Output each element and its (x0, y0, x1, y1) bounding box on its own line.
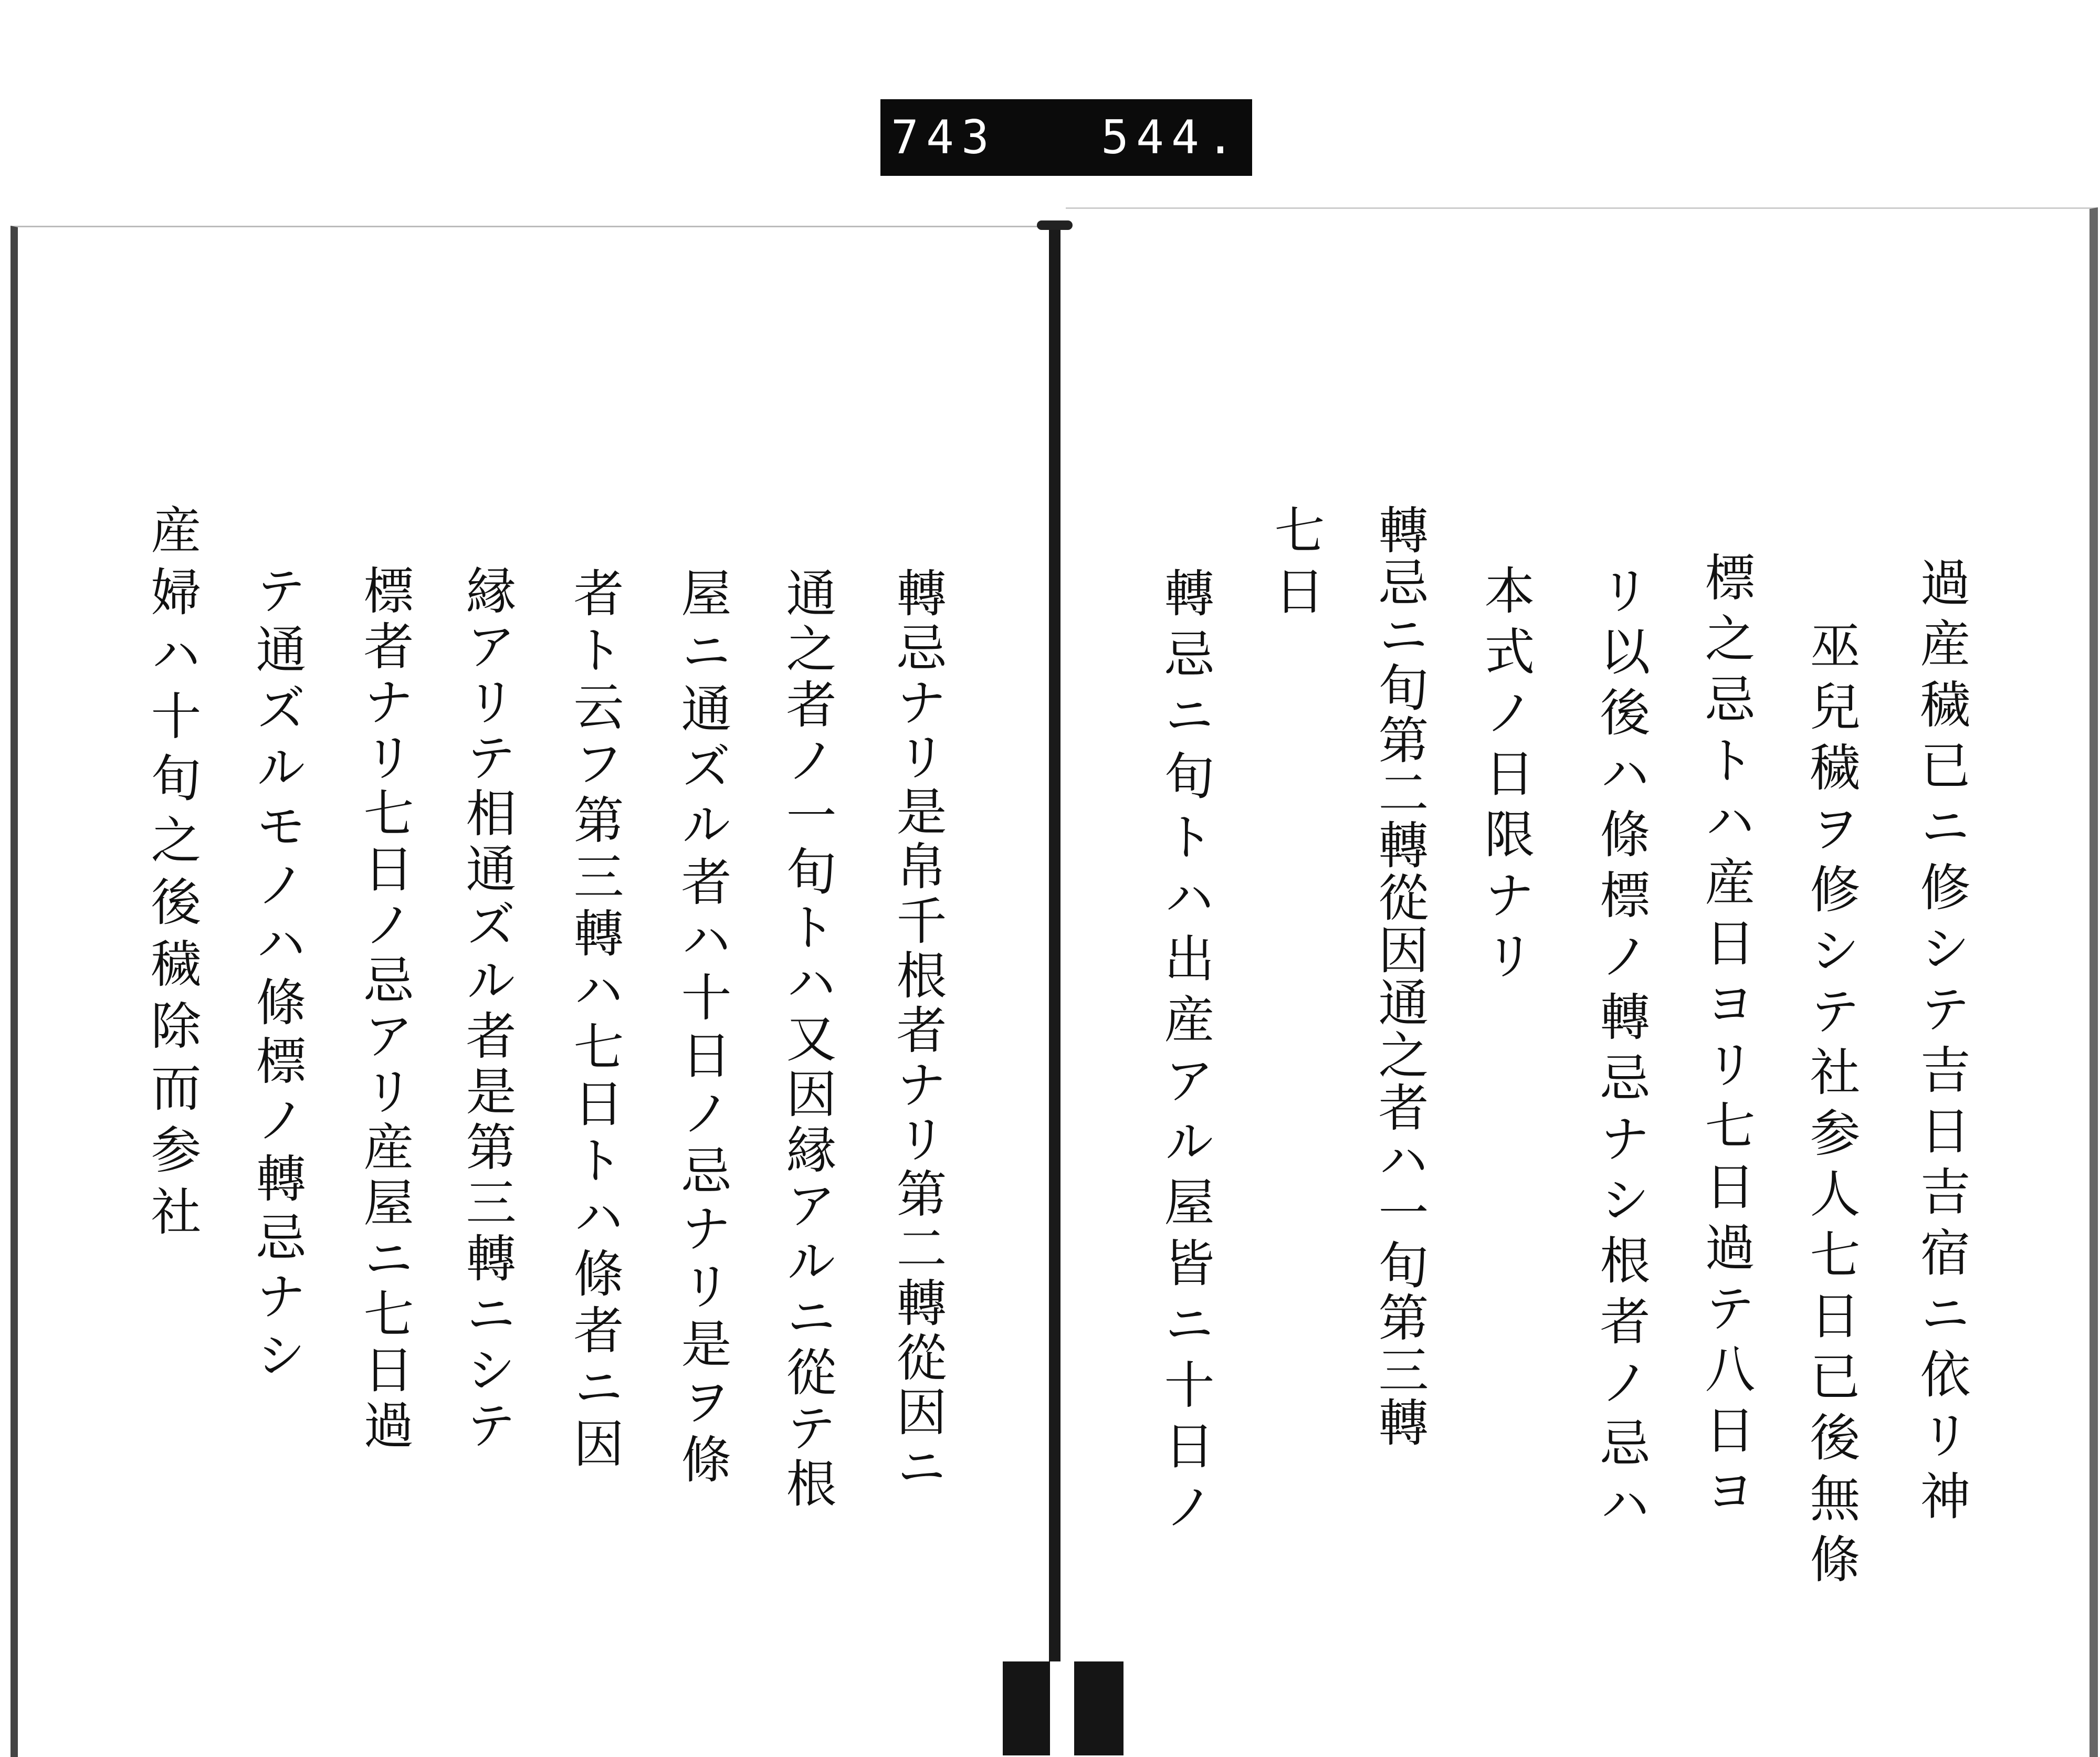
right-col-1: 過産穢已ニ修シテ吉日吉宿ニ依リ神 (1912, 556, 1971, 1531)
right-col-4: リ以後ハ條標ノ轉忌ナシ根者ノ忌ハ (1592, 564, 1651, 1539)
spine-cap (1037, 220, 1073, 230)
right-col-3: 標之忌トハ産日ヨリ七日過テ八日ヨ (1697, 551, 1756, 1525)
right-col-7: 七日 (1266, 504, 1325, 626)
right-col-5: 本式ノ日限ナリ (1476, 564, 1535, 991)
call-number-label (880, 99, 1252, 176)
left-col-3: 屋ニ通ズル者ハ十日ノ忌ナリ是ヲ條 (673, 567, 732, 1491)
left-col-5: 縁アリテ相通ズル者是第三轉ニシテ (458, 564, 517, 1455)
book-spine (1049, 226, 1060, 1755)
left-col-2: 通之者ノ一旬トハ又因縁アルニ從テ根 (778, 567, 837, 1513)
call-number-right: 544. (1101, 110, 1242, 164)
right-col-8: 轉忌ニ旬トハ出産アル屋皆ニ十日ノ (1156, 567, 1215, 1541)
call-number-left: 743 (891, 110, 996, 164)
left-col-8: 産婦ハ十旬之後穢除而参社 (143, 504, 202, 1247)
left-col-7: テ通ズルモノハ條標ノ轉忌ナシ (248, 564, 307, 1387)
left-col-6: 標者ナリ七日ノ忌アリ産屋ニ七日過 (355, 564, 414, 1455)
right-col-2: 巫兒穢ヲ修シテ社参人七日已後無條 (1802, 619, 1861, 1594)
bottom-clip (1003, 1661, 1124, 1755)
right-col-6: 轉忌ニ旬第二轉從因通之者ハ一旬第三轉 (1370, 504, 1429, 1449)
left-col-4: 者ト云フ第三轉ハ七日トハ條者ニ因 (565, 567, 624, 1474)
left-col-1: 轉忌ナリ是帛千根者ナリ第二轉從因ニ (888, 567, 947, 1495)
